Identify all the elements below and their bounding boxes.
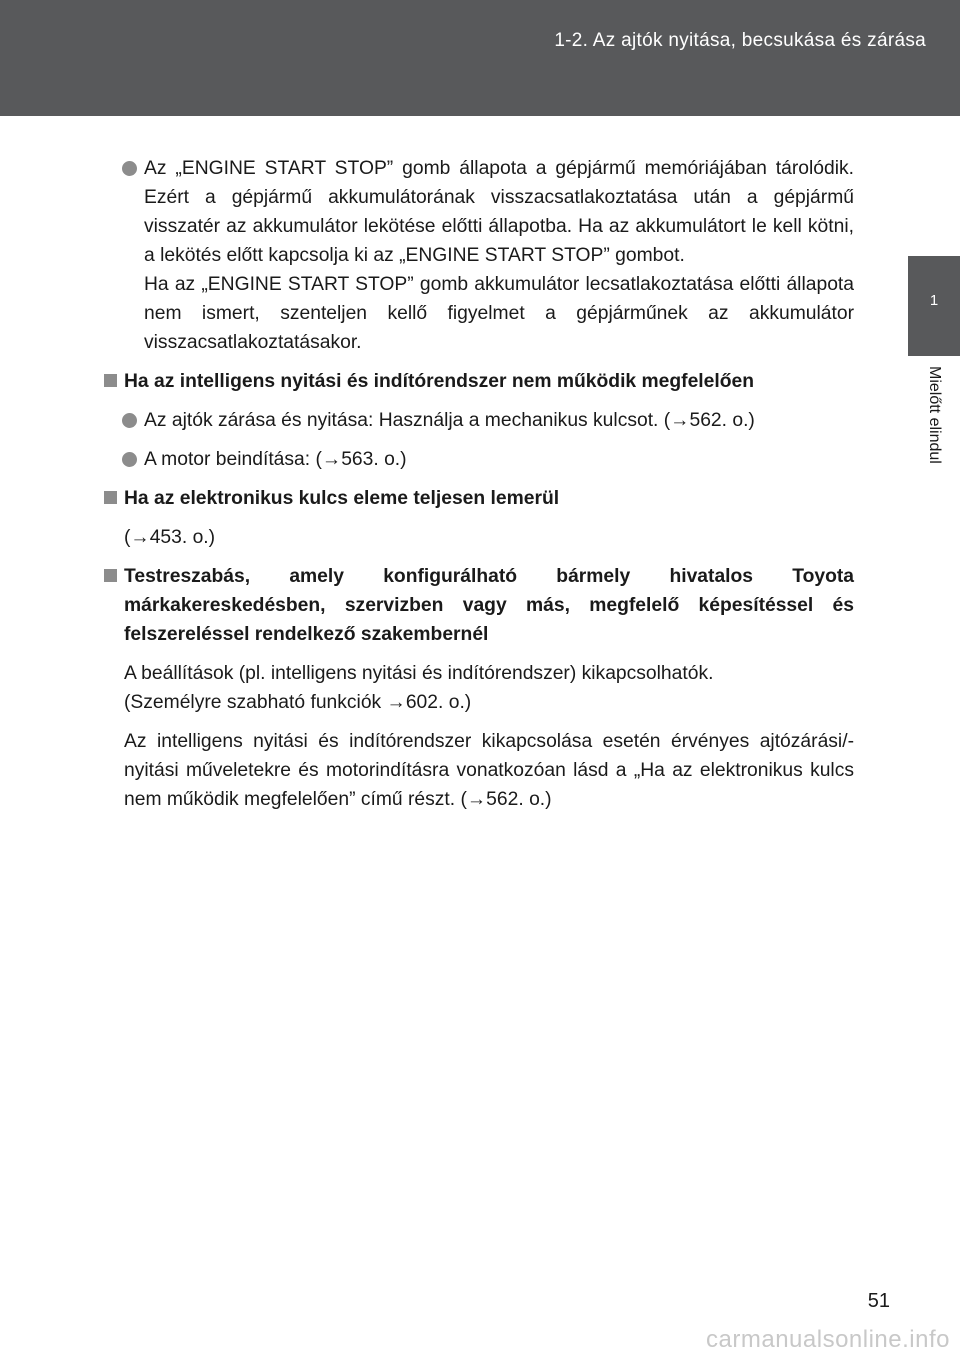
bullet-dot-icon <box>122 452 137 467</box>
square-bullet-icon <box>104 374 117 387</box>
bullet-dot-icon <box>122 413 137 428</box>
chapter-tab-number: 1 <box>929 292 939 309</box>
square-bullet-icon <box>104 569 117 582</box>
section-paragraph <box>124 523 854 552</box>
page-content <box>104 154 854 824</box>
paragraph: (Személyre szabható funkciók →602. o.) <box>124 692 472 713</box>
section-heading <box>104 367 854 396</box>
chapter-side-label <box>910 366 958 506</box>
paragraph: Az intelligens nyitási és indítórendszer kikapcsolása esetén érvényes ajtózárási/-nyitási műveletekre és motorindításra vonatkozóan lásd a „Ha az elektronikus kulcs nem működik megfelelően” című részt. (→562. o.) <box>124 731 854 810</box>
bullet-dot-icon <box>122 161 137 176</box>
square-bullet-icon <box>104 491 117 504</box>
page-number: 51 <box>867 1290 890 1312</box>
list-item-text: A motor beindítása: (→563. o.) <box>144 449 407 470</box>
paragraph: A beállítások (pl. intelligens nyitási és indítórendszer) kikapcsolhatók. <box>124 663 714 684</box>
header-bar <box>0 0 960 116</box>
list-item-text: Az ajtók zárása és nyitása: Használja a mechanikus kulcsot. (→562. o.) <box>144 410 755 431</box>
bullet-engine-start-memory <box>122 154 854 357</box>
section-heading <box>104 484 854 513</box>
heading-text: Testreszabás, amely konfigurálható bármely hivatalos Toyota márkakereskedésben, szervizben vagy más, megfelelő képesítéssel és felszereléssel rendelkező szakembernél <box>124 566 854 645</box>
list-item <box>122 406 854 435</box>
paragraph: Ha az „ENGINE START STOP” gomb akkumulátor lecsatlakoztatása előtti állapota nem ismert, szenteljen kellő figyelmet a gépjárműnek az akkumulátor visszacsatlakoztatásakor. <box>144 274 854 353</box>
paragraph: Az „ENGINE START STOP” gomb állapota a gépjármű memóriájában tárolódik. Ezért a gépjármű akkumulátorának visszacsatlakoztatása után a gépjármű visszatér az akkumulátor lekötése előtti állapotba. Ha az akkumulátort le kell kötni, a lekötés előtt kapcsolja ki az „ENGINE START STOP” gombot. <box>144 158 854 266</box>
list-item <box>122 445 854 474</box>
heading-text: Ha az intelligens nyitási és indítórendszer nem működik megfelelően <box>124 371 755 392</box>
chapter-tab <box>908 256 960 356</box>
section-heading <box>104 562 854 649</box>
watermark: carmanualsonline.info <box>706 1326 950 1353</box>
chapter-title: 1-2. Az ajtók nyitása, becsukása és zárása <box>554 30 926 51</box>
page-reference: (→453. o.) <box>124 527 216 548</box>
section-paragraph <box>124 727 854 814</box>
chapter-side-label-text: Mielőtt elindul <box>926 366 943 464</box>
heading-text: Ha az elektronikus kulcs eleme teljesen lemerül <box>124 488 560 509</box>
section-paragraph <box>124 659 854 717</box>
